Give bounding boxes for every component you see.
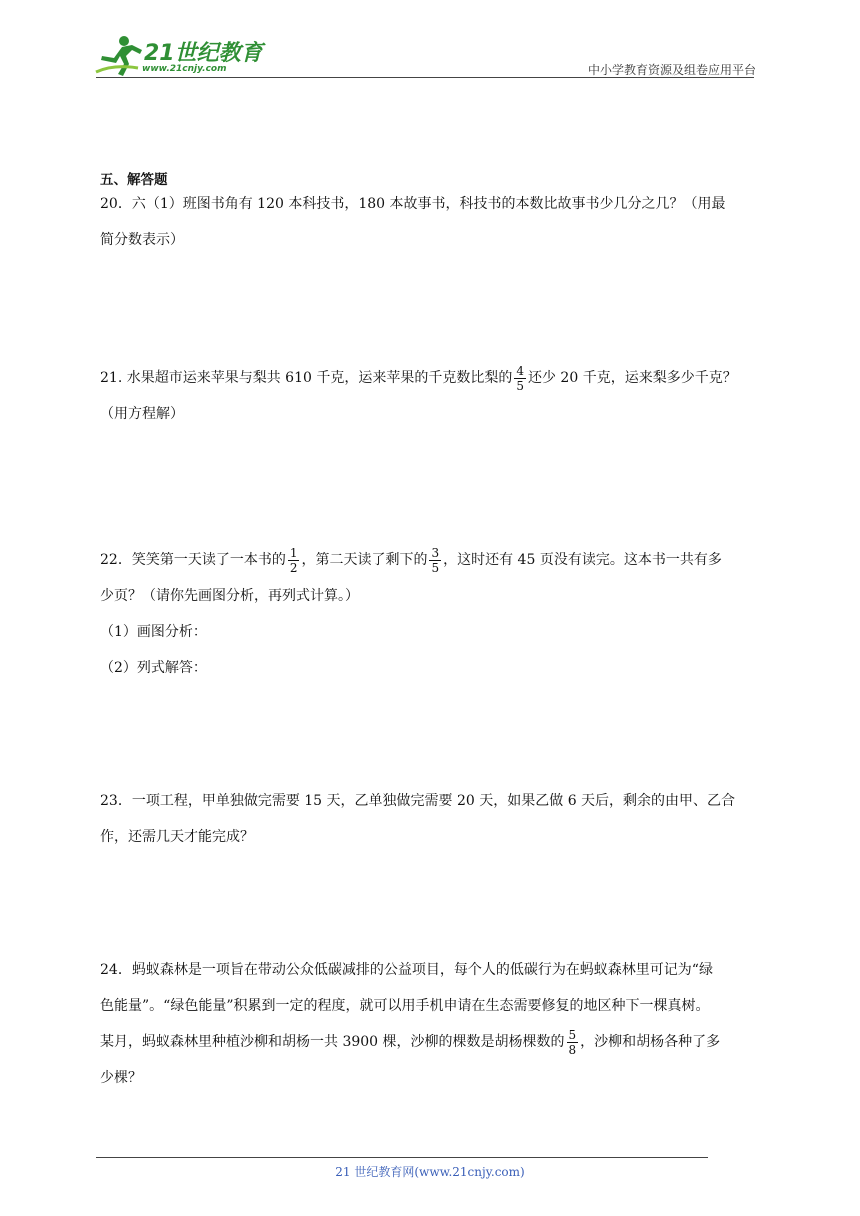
question-24-text-a: 某月，蚂蚁森林里种植沙柳和胡杨一共 3900 棵，沙柳的棵数是胡杨棵数的 <box>100 1034 565 1050</box>
question-20-line1: 20．六（1）班图书角有 120 本科技书，180 本故事书，科技书的本数比故事书少几分之几？（用最 <box>100 196 726 212</box>
section-title: 五、解答题 <box>100 172 168 188</box>
question-23-line2: 作，还需几天才能完成？ <box>100 829 254 845</box>
fraction-denominator: 5 <box>431 560 440 575</box>
question-22-text-b: ，第二天读了剩下的 <box>301 552 428 568</box>
question-22-text-c: ，这时还有 45 页没有读完。这本书一共有多 <box>443 552 722 568</box>
fraction-3-5 <box>429 546 441 575</box>
fraction-1-2 <box>288 546 300 575</box>
question-21-line2: （用方程解） <box>100 406 184 422</box>
footer-divider <box>96 1157 708 1158</box>
fraction-numerator: 1 <box>289 545 298 560</box>
fraction-numerator: 5 <box>568 1027 577 1042</box>
question-23 <box>100 783 760 855</box>
question-22-sub2: （2）列式解答： <box>100 660 207 676</box>
question-24-text-b: ，沙柳和胡杨各种了多 <box>580 1034 721 1050</box>
logo-text: 21世纪教育 <box>144 41 263 66</box>
fraction-denominator: 8 <box>568 1042 577 1057</box>
question-22-line2: 少页？（请你先画图分析，再列式计算。） <box>100 588 359 604</box>
fraction-5-8 <box>567 1028 579 1057</box>
fraction-denominator: 5 <box>516 378 524 393</box>
question-23-line1: 23．一项工程，甲单独做完需要 15 天，乙单独做完需要 20 天，如果乙做 6 天后，剩余的由甲、乙合 <box>100 793 736 809</box>
question-24-line1: 24．蚂蚁森林是一项旨在带动公众低碳减排的公益项目，每个人的低碳行为在蚂蚁森林里可记为“绿 <box>100 962 713 978</box>
question-21-text-a: 21. 水果超市运来苹果与梨共 610 千克，运来苹果的千克数比梨的 <box>100 370 513 386</box>
fraction-denominator: 2 <box>289 560 298 575</box>
question-22-sub1: （1）画图分析： <box>100 624 207 640</box>
runner-logo-icon <box>94 34 146 78</box>
question-24-line4: 少棵？ <box>100 1070 142 1086</box>
question-22-line1 <box>100 542 760 578</box>
logo-url: www.21cnjy.com <box>142 64 227 74</box>
fraction-4-5 <box>514 364 526 393</box>
question-24 <box>100 952 760 1096</box>
question-22-text-a: 22．笑笑第一天读了一本书的 <box>100 552 286 568</box>
footer-link[interactable]: 21 世纪教育网(www.21cnjy.com) <box>335 1165 525 1179</box>
question-20 <box>100 186 760 258</box>
question-24-line3 <box>100 1024 760 1060</box>
fraction-numerator: 4 <box>516 363 524 378</box>
question-20-line2: 简分数表示） <box>100 232 184 248</box>
question-22 <box>100 542 760 686</box>
site-logo <box>94 34 264 78</box>
platform-name: 中小学教育资源及组卷应用平台 <box>587 63 756 77</box>
header-divider <box>96 77 754 78</box>
fraction-numerator: 3 <box>431 545 440 560</box>
question-21-text-b: 还少 20 千克，运来梨多少千克？ <box>527 370 737 386</box>
question-21-line1 <box>100 360 760 396</box>
page-header <box>0 0 860 80</box>
question-24-line2: 色能量”。“绿色能量”积累到一定的程度，就可以用手机申请在生态需要修复的地区种下一棵真树。 <box>100 998 710 1014</box>
question-21 <box>100 360 760 432</box>
